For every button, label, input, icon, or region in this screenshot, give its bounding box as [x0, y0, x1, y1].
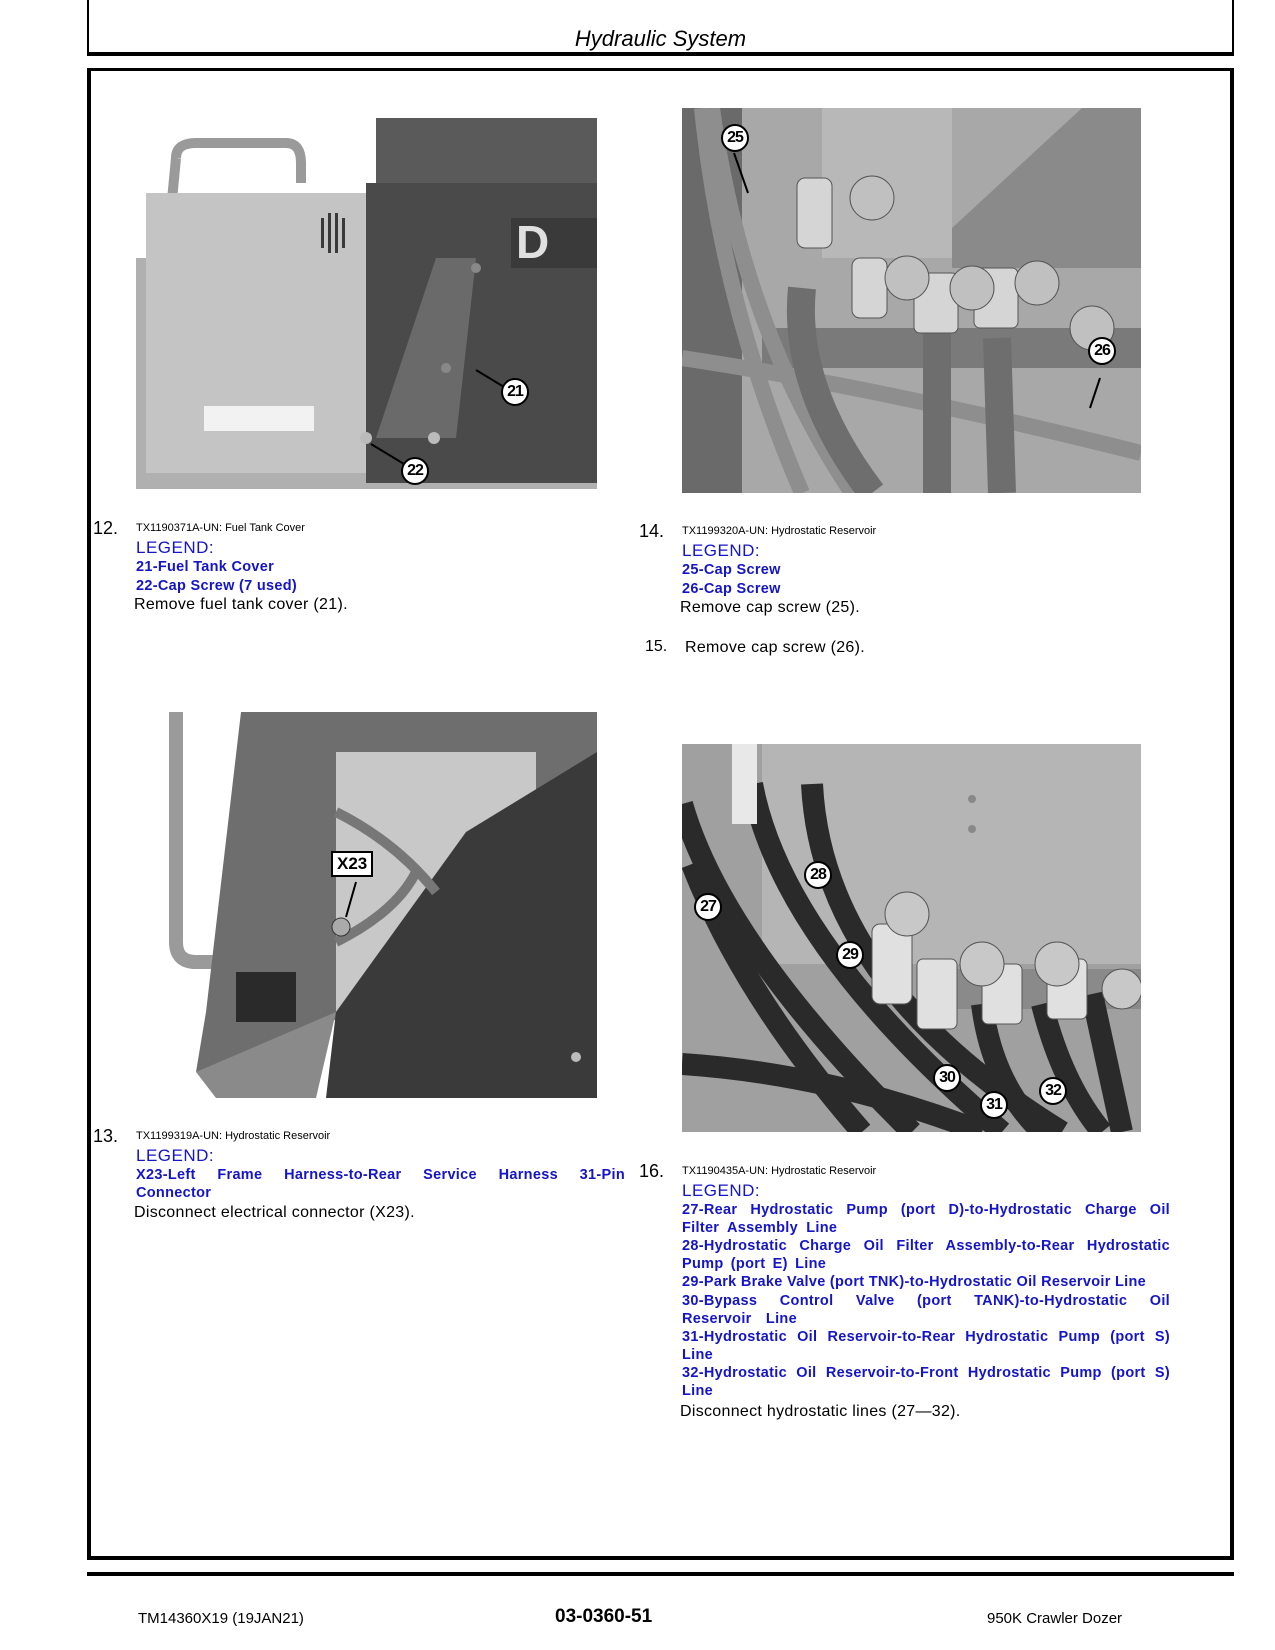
step-number-13: 13. — [93, 1126, 119, 1146]
figure-fuel-tank-cover — [136, 108, 597, 489]
callout-25: 25 — [721, 124, 749, 152]
page-header — [87, 0, 1234, 56]
figure-electrical-connector — [136, 712, 597, 1098]
legend-item-25: 25-Cap Screw — [682, 562, 781, 578]
legend-title-13: LEGEND: — [136, 1146, 215, 1165]
instruction-16: Disconnect hydrostatic lines (27—32). — [680, 1403, 961, 1420]
step-number-12: 12. — [93, 518, 119, 538]
instruction-14: Remove cap screw (25). — [680, 599, 860, 616]
callout-21: 21 — [501, 378, 529, 406]
callout-28: 28 — [804, 861, 832, 889]
legend-item-32: 32-Hydrostatic Oil Reservoir-to-Front Hydrostatic Pump (port S) Line — [682, 1365, 1170, 1399]
legend-title-12: LEGEND: — [136, 538, 215, 557]
legend-item-30: 30-Bypass Control Valve (port TANK)-to-Hydrostatic Oil Reservoir Line — [682, 1293, 1170, 1327]
legend-item-28: 28-Hydrostatic Charge Oil Filter Assembly-to-Rear Hydrostatic Pump (port E) Line — [682, 1238, 1170, 1272]
instruction-15: Remove cap screw (26). — [685, 639, 865, 656]
section-title: Hydraulic System — [574, 26, 747, 51]
callout-29: 29 — [836, 941, 864, 969]
legend-title-14: LEGEND: — [682, 541, 761, 560]
legend-item-21: 21-Fuel Tank Cover — [136, 559, 275, 575]
callout-26: 26 — [1088, 337, 1116, 365]
figure-hydrostatic-reservoir-cap-screws — [682, 108, 1141, 493]
callout-31: 31 — [980, 1091, 1008, 1119]
legend-item-x23: X23-Left Frame Harness-to-Rear Service Harness 31-Pin Connector — [136, 1167, 625, 1201]
step-number-15: 15. — [645, 638, 668, 655]
legend-item-31: 31-Hydrostatic Oil Reservoir-to-Rear Hydrostatic Pump (port S) Line — [682, 1329, 1170, 1363]
footer-page-number: 03-0360-51 — [555, 1606, 653, 1627]
callout-27: 27 — [694, 893, 722, 921]
figure-caption-13: TX1199319A-UN: Hydrostatic Reservoir — [136, 1130, 331, 1142]
callout-32: 32 — [1039, 1077, 1067, 1105]
footer-manual-id: TM14360X19 (19JAN21) — [138, 1610, 304, 1627]
svg-text:D: D — [516, 216, 550, 268]
legend-item-29: 29-Park Brake Valve (port TNK)-to-Hydrostatic Oil Reservoir Line — [682, 1274, 1146, 1290]
callout-22: 22 — [401, 457, 429, 485]
step-number-14: 14. — [639, 521, 665, 541]
footer-machine-model: 950K Crawler Dozer — [987, 1610, 1123, 1627]
legend-title-16: LEGEND: — [682, 1181, 761, 1200]
figure-caption-16: TX1190435A-UN: Hydrostatic Reservoir — [682, 1165, 877, 1177]
figure-hydrostatic-lines — [682, 744, 1141, 1132]
instruction-12: Remove fuel tank cover (21). — [134, 596, 348, 613]
legend-item-27: 27-Rear Hydrostatic Pump (port D)-to-Hydrostatic Charge Oil Filter Assembly Line — [682, 1202, 1170, 1236]
figure-caption-12: TX1190371A-UN: Fuel Tank Cover — [136, 522, 305, 534]
figure-caption-14: TX1199320A-UN: Hydrostatic Reservoir — [682, 525, 877, 537]
footer-rule — [87, 1572, 1234, 1576]
callout-30: 30 — [933, 1064, 961, 1092]
legend-item-22: 22-Cap Screw (7 used) — [136, 578, 298, 594]
legend-item-26: 26-Cap Screw — [682, 581, 781, 597]
instruction-13: Disconnect electrical connector (X23). — [134, 1204, 415, 1221]
step-number-16: 16. — [639, 1161, 665, 1181]
callout-x23: X23 — [331, 851, 373, 877]
